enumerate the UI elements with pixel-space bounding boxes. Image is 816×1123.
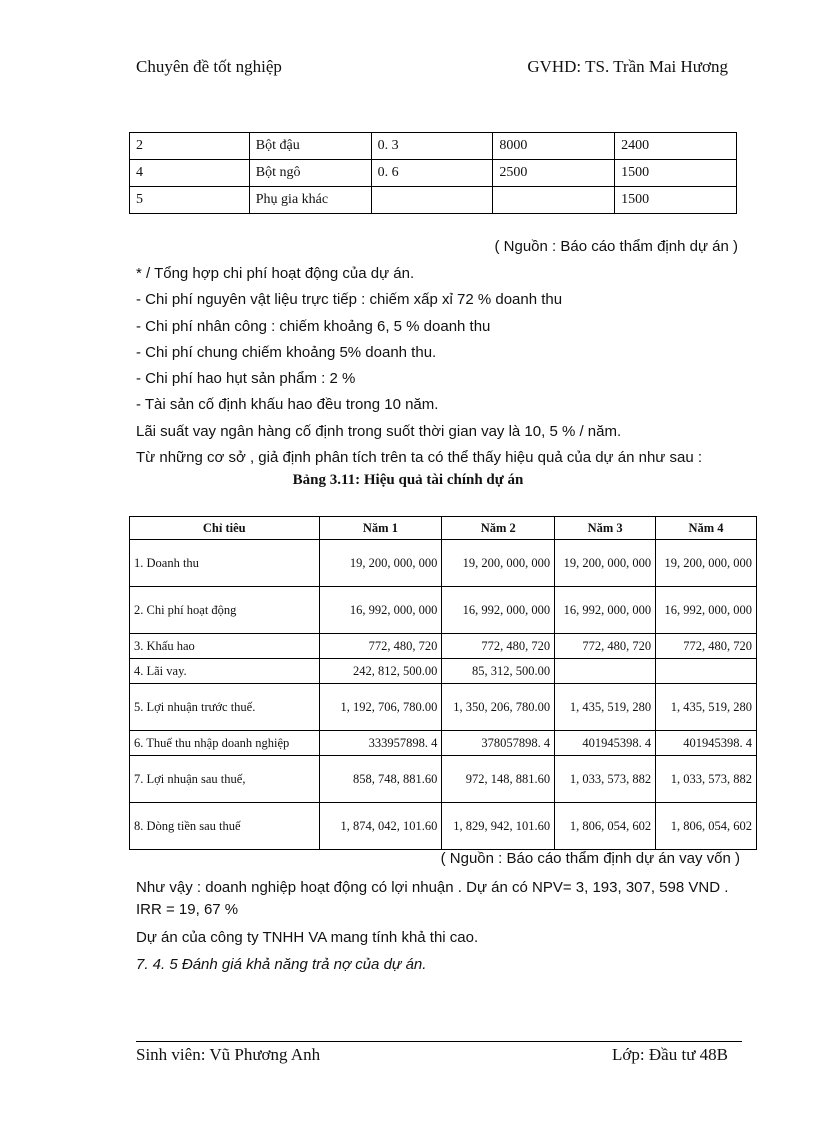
paragraph-intro: Từ những cơ sở , giả định phân tích trên ta có thể thấy hiệu quả của dự án như sau :	[136, 449, 703, 466]
paragraph-depreciation: - Tài sản cố định khấu hao đều trong 10 năm.	[136, 396, 439, 413]
source-note-2: ( Nguồn : Báo cáo thẩm định dự án vay vốn )	[440, 850, 740, 867]
table-cell: 1, 435, 519, 280	[555, 684, 656, 731]
table-cell: Phụ gia khác	[249, 187, 371, 214]
table-row	[130, 659, 757, 684]
table-cell	[371, 187, 493, 214]
row-label: 7. Lợi nhuận sau thuế,	[130, 756, 320, 803]
table-cell: 2	[130, 133, 250, 160]
table-row	[130, 803, 757, 850]
table-cell: 2400	[615, 133, 737, 160]
table-cell: 5	[130, 187, 250, 214]
row-label: 8. Dòng tiền sau thuế	[130, 803, 320, 850]
column-header: Năm 1	[319, 517, 442, 540]
paragraph-general-cost: - Chi phí chung chiếm khoảng 5% doanh thu.	[136, 344, 437, 361]
column-header: Năm 2	[442, 517, 555, 540]
row-label: 4. Lãi vay.	[130, 659, 320, 684]
section-heading: 7. 4. 5 Đánh giá khả năng trả nợ của dự án.	[136, 956, 427, 973]
table-cell: 242, 812, 500.00	[319, 659, 442, 684]
footer-student: Sinh viên: Vũ Phương Anh	[136, 1045, 321, 1064]
table-cell: Bột ngô	[249, 160, 371, 187]
table-row	[130, 160, 737, 187]
row-label: 2. Chi phí hoạt động	[130, 587, 320, 634]
table-cell: 1, 806, 054, 602	[656, 803, 757, 850]
table-cell: 8000	[493, 133, 615, 160]
table-cell: 2500	[493, 160, 615, 187]
table-cell: 19, 200, 000, 000	[555, 540, 656, 587]
table-cell: 16, 992, 000, 000	[319, 587, 442, 634]
table-row	[130, 540, 757, 587]
table-cell: Bột đậu	[249, 133, 371, 160]
table-cell	[656, 659, 757, 684]
paragraph-loss-cost: - Chi phí hao hụt sản phẩm : 2 %	[136, 370, 356, 387]
table-cell: 19, 200, 000, 000	[656, 540, 757, 587]
paragraph-labor-cost: - Chi phí nhân công : chiếm khoảng 6, 5 % doanh thu	[136, 318, 491, 335]
table-cell: 19, 200, 000, 000	[319, 540, 442, 587]
table-header-row	[130, 517, 757, 540]
table-cell: 1500	[615, 187, 737, 214]
table-cell: 16, 992, 000, 000	[555, 587, 656, 634]
source-note: ( Nguồn : Báo cáo thẩm định dự án )	[494, 238, 738, 255]
table-cell: 772, 480, 720	[319, 634, 442, 659]
paragraph-npv-irr: Như vậy : doanh nghiệp hoạt động có lợi nhuận . Dự án có NPV= 3, 193, 307, 598 VND . IRR = 19, 67 %	[136, 879, 729, 918]
table-cell: 772, 480, 720	[656, 634, 757, 659]
table-cell: 1500	[615, 160, 737, 187]
paragraph-summary-heading: * / Tổng hợp chi phí hoạt động của dự án.	[136, 265, 415, 282]
table-cell	[555, 659, 656, 684]
row-label: 1. Doanh thu	[130, 540, 320, 587]
table-cell: 333957898. 4	[319, 731, 442, 756]
table-cell: 1, 874, 042, 101.60	[319, 803, 442, 850]
table-row	[130, 756, 757, 803]
paragraph-material-cost: - Chi phí nguyên vật liệu trực tiếp : chiếm xấp xỉ 72 % doanh thu	[136, 291, 563, 308]
header-advisor: GVHD: TS. Trần Mai Hương	[527, 57, 728, 76]
footer-divider	[136, 1041, 742, 1042]
table-row	[130, 634, 757, 659]
table-row	[130, 731, 757, 756]
table-cell: 16, 992, 000, 000	[656, 587, 757, 634]
table-cell: 16, 992, 000, 000	[442, 587, 555, 634]
table-row	[130, 684, 757, 731]
table-cell	[493, 187, 615, 214]
table-cell: 378057898. 4	[442, 731, 555, 756]
row-label: 5. Lợi nhuận trước thuế.	[130, 684, 320, 731]
table-row	[130, 587, 757, 634]
row-label: 6. Thuế thu nhập doanh nghiệp	[130, 731, 320, 756]
row-label: 3. Khấu hao	[130, 634, 320, 659]
table-cell: 19, 200, 000, 000	[442, 540, 555, 587]
table-cell: 1, 033, 573, 882	[555, 756, 656, 803]
column-header: Chỉ tiêu	[130, 517, 320, 540]
table-cell: 1, 806, 054, 602	[555, 803, 656, 850]
ingredient-table	[129, 132, 737, 214]
table-row	[130, 133, 737, 160]
table-cell: 401945398. 4	[555, 731, 656, 756]
table-cell: 401945398. 4	[656, 731, 757, 756]
table-cell: 0. 6	[371, 160, 493, 187]
paragraph-interest-rate: Lãi suất vay ngân hàng cố định trong suốt thời gian vay là 10, 5 % / năm.	[136, 423, 622, 440]
table-cell: 972, 148, 881.60	[442, 756, 555, 803]
footer-class: Lớp: Đầu tư 48B	[612, 1045, 728, 1064]
column-header: Năm 4	[656, 517, 757, 540]
table-cell: 1, 350, 206, 780.00	[442, 684, 555, 731]
table-cell: 4	[130, 160, 250, 187]
table-row	[130, 187, 737, 214]
paragraph-feasibility: Dự án của công ty TNHH VA mang tính khả thi cao.	[136, 929, 479, 946]
column-header: Năm 3	[555, 517, 656, 540]
table-cell: 1, 192, 706, 780.00	[319, 684, 442, 731]
table-cell: 85, 312, 500.00	[442, 659, 555, 684]
table-cell: 858, 748, 881.60	[319, 756, 442, 803]
table-cell: 1, 829, 942, 101.60	[442, 803, 555, 850]
table-cell: 772, 480, 720	[555, 634, 656, 659]
table-caption: Bảng 3.11: Hiệu quả tài chính dự án	[292, 472, 524, 488]
table-cell: 1, 435, 519, 280	[656, 684, 757, 731]
table-cell: 772, 480, 720	[442, 634, 555, 659]
table-cell: 1, 033, 573, 882	[656, 756, 757, 803]
header-title: Chuyên đề tốt nghiệp	[136, 57, 282, 76]
financial-efficiency-table	[129, 516, 757, 850]
table-cell: 0. 3	[371, 133, 493, 160]
